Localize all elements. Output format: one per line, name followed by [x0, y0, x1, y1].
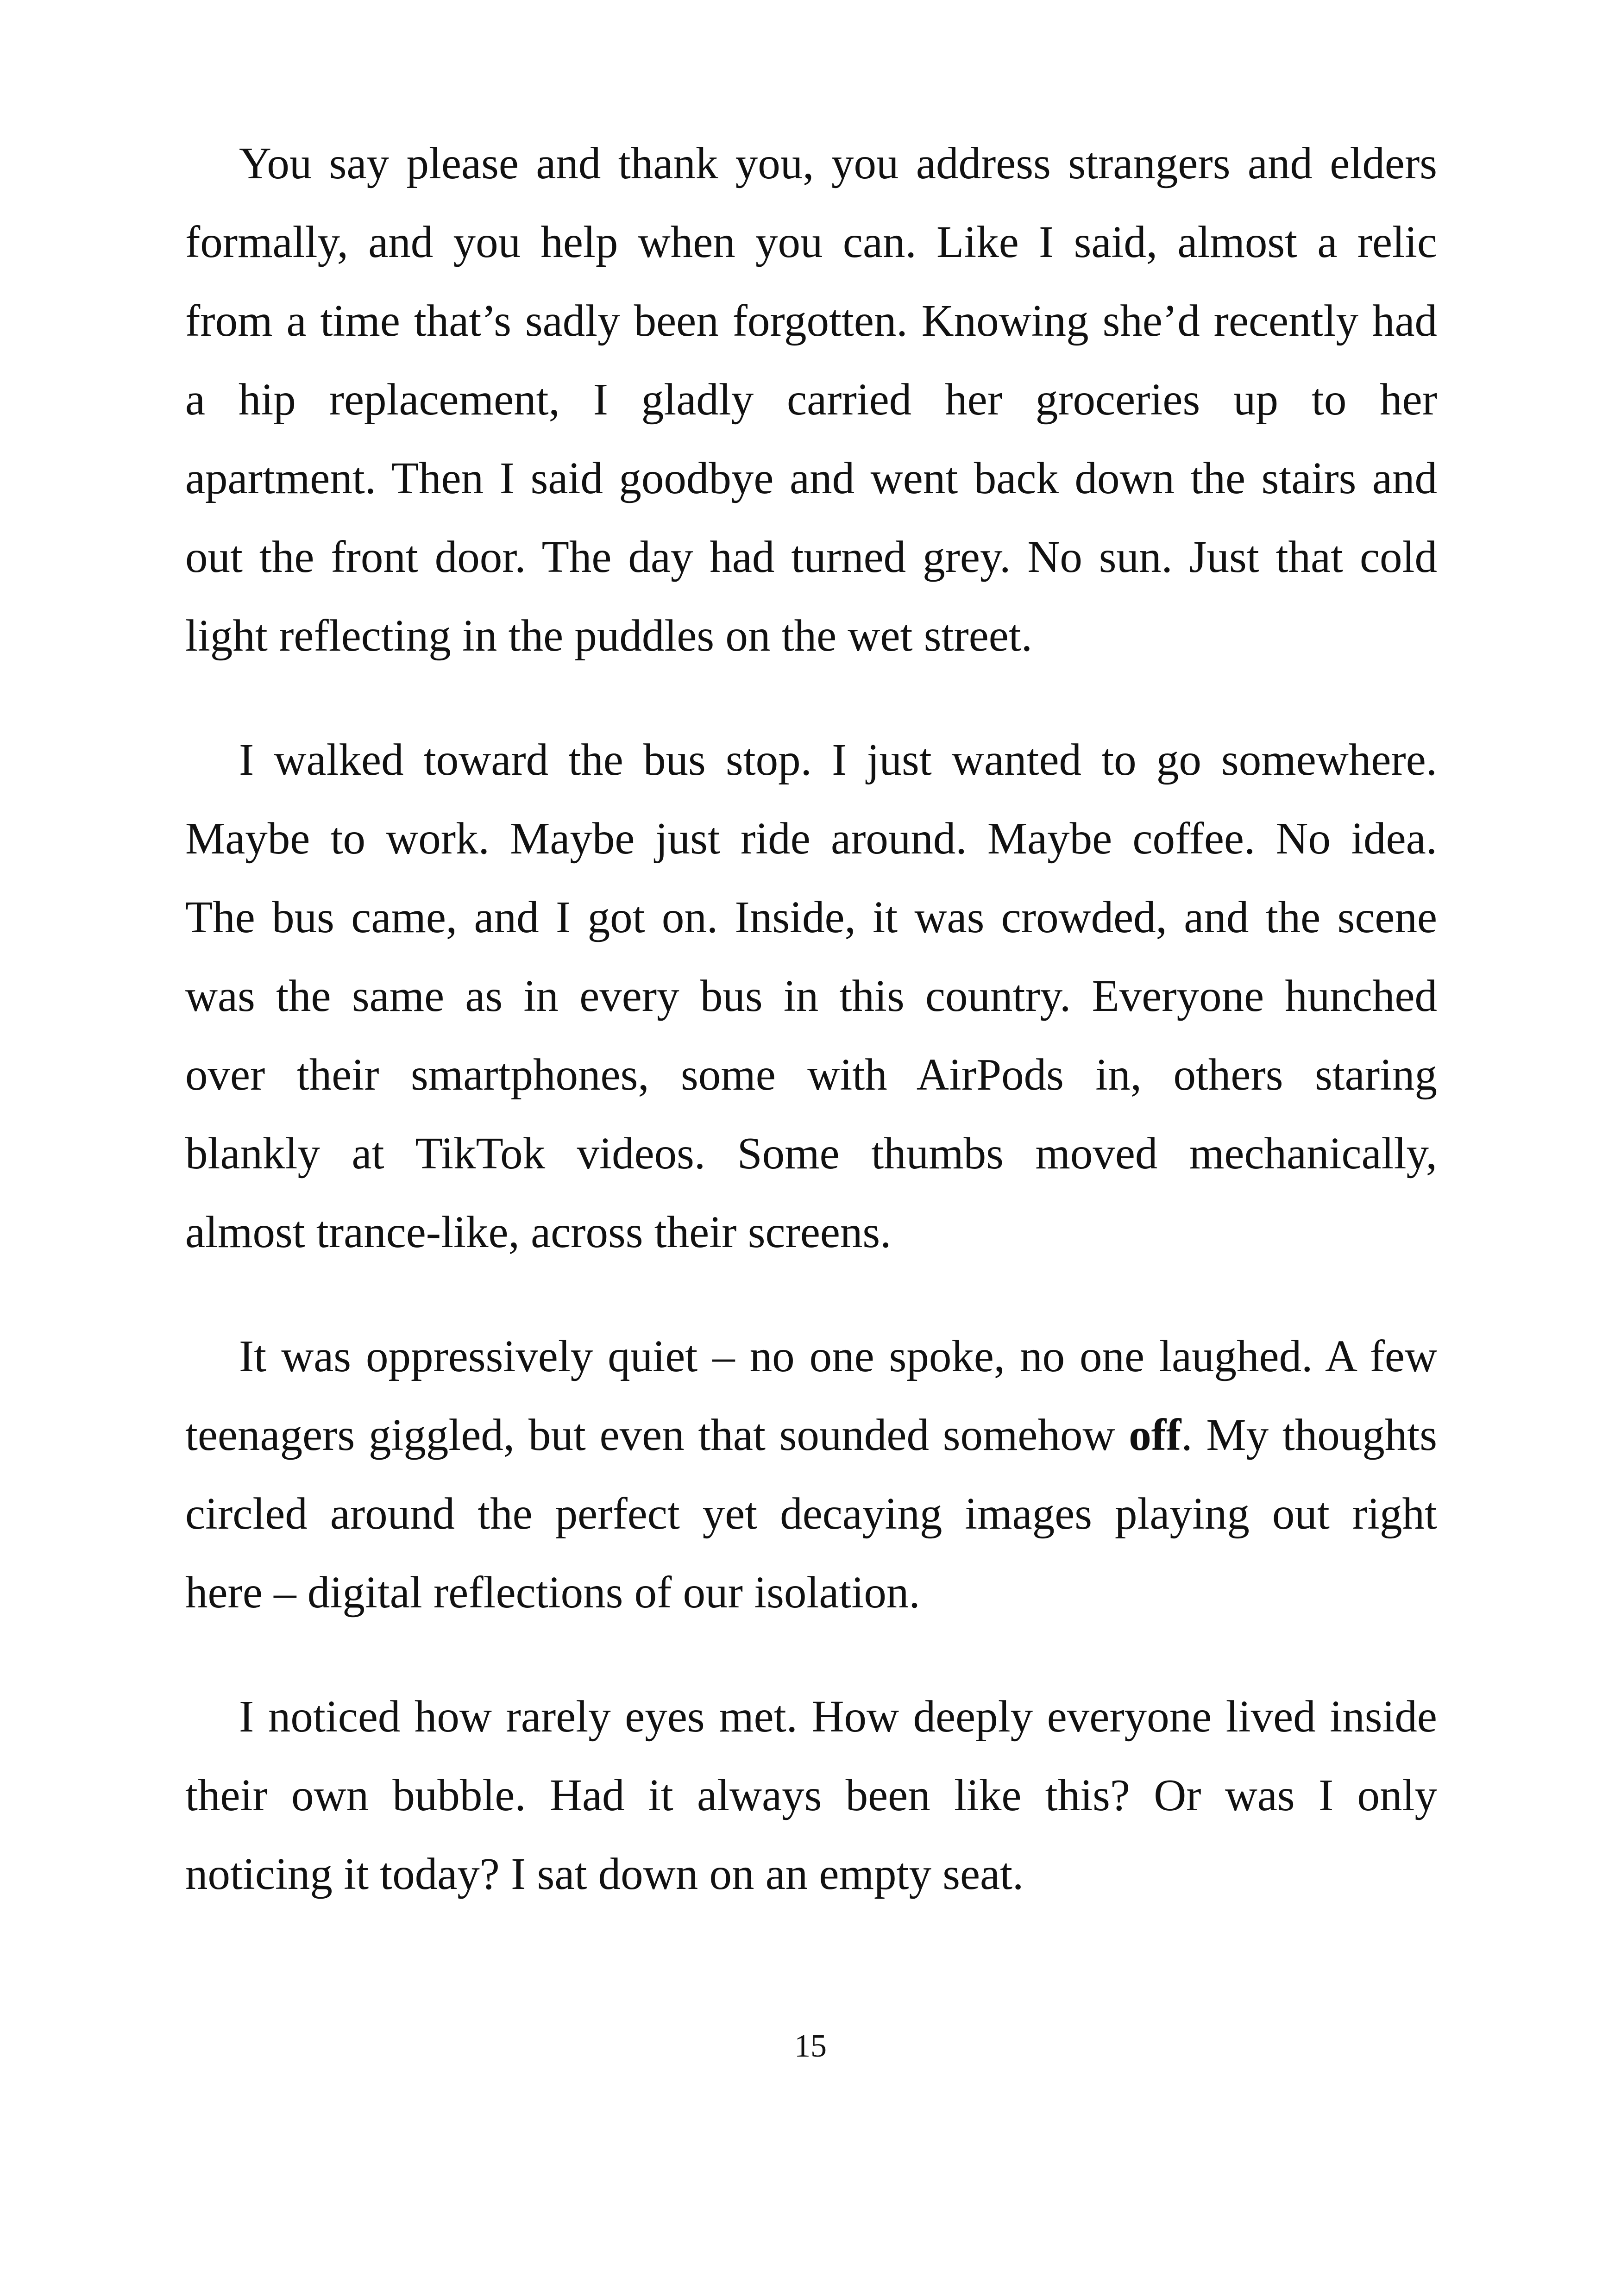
text-line: over their smartphones, some with AirPods in, others staring: [185, 1050, 1437, 1099]
bold-emphasis: off: [1129, 1410, 1181, 1460]
text-line: circled around the perfect yet decaying images playing out right: [185, 1489, 1437, 1538]
text-line: It was oppressively quiet – no one spoke, no one laughed. A few: [239, 1331, 1437, 1381]
text-line: here – digital reflections of our isolation.: [185, 1568, 920, 1617]
text-line: The bus came, and I got on. Inside, it was crowded, and the scene: [185, 892, 1437, 942]
text-line: formally, and you help when you can. Like I said, almost a relic: [185, 217, 1437, 267]
text-line: You say please and thank you, you address strangers and elders: [239, 138, 1437, 188]
paragraph-2: [185, 721, 1437, 1272]
text-line: their own bubble. Had it always been like this? Or was I only: [185, 1770, 1437, 1820]
text-segment: teenagers giggled, but even that sounded somehow: [185, 1410, 1129, 1460]
text-line: apartment. Then I said goodbye and went back down the stairs and: [185, 453, 1437, 503]
text-line: light reflecting in the puddles on the wet street.: [185, 611, 1033, 660]
paragraph-1: [185, 124, 1437, 675]
text-line: [185, 1396, 1437, 1474]
text-line: noticing it today? I sat down on an empty seat.: [185, 1849, 1024, 1899]
text-line: I walked toward the bus stop. I just wanted to go somewhere.: [239, 735, 1437, 784]
text-line: I noticed how rarely eyes met. How deeply everyone lived inside: [239, 1692, 1437, 1741]
text-line: a hip replacement, I gladly carried her groceries up to her: [185, 375, 1437, 424]
paragraph-4: [185, 1677, 1437, 1913]
page-number: 15: [794, 2028, 827, 2064]
text-line: was the same as in every bus in this country. Everyone hunched: [185, 971, 1437, 1021]
text-line: blankly at TikTok videos. Some thumbs moved mechanically,: [185, 1129, 1437, 1178]
text-segment: . My thoughts: [1181, 1410, 1437, 1460]
text-line: Maybe to work. Maybe just ride around. Maybe coffee. No idea.: [185, 814, 1437, 863]
paragraph-3: [185, 1317, 1437, 1632]
text-line: almost trance-like, across their screens.: [185, 1207, 892, 1257]
text-line: out the front door. The day had turned grey. No sun. Just that cold: [185, 532, 1437, 582]
text-line: from a time that’s sadly been forgotten. Knowing she’d recently had: [185, 296, 1437, 345]
body-text: [185, 124, 1437, 1959]
